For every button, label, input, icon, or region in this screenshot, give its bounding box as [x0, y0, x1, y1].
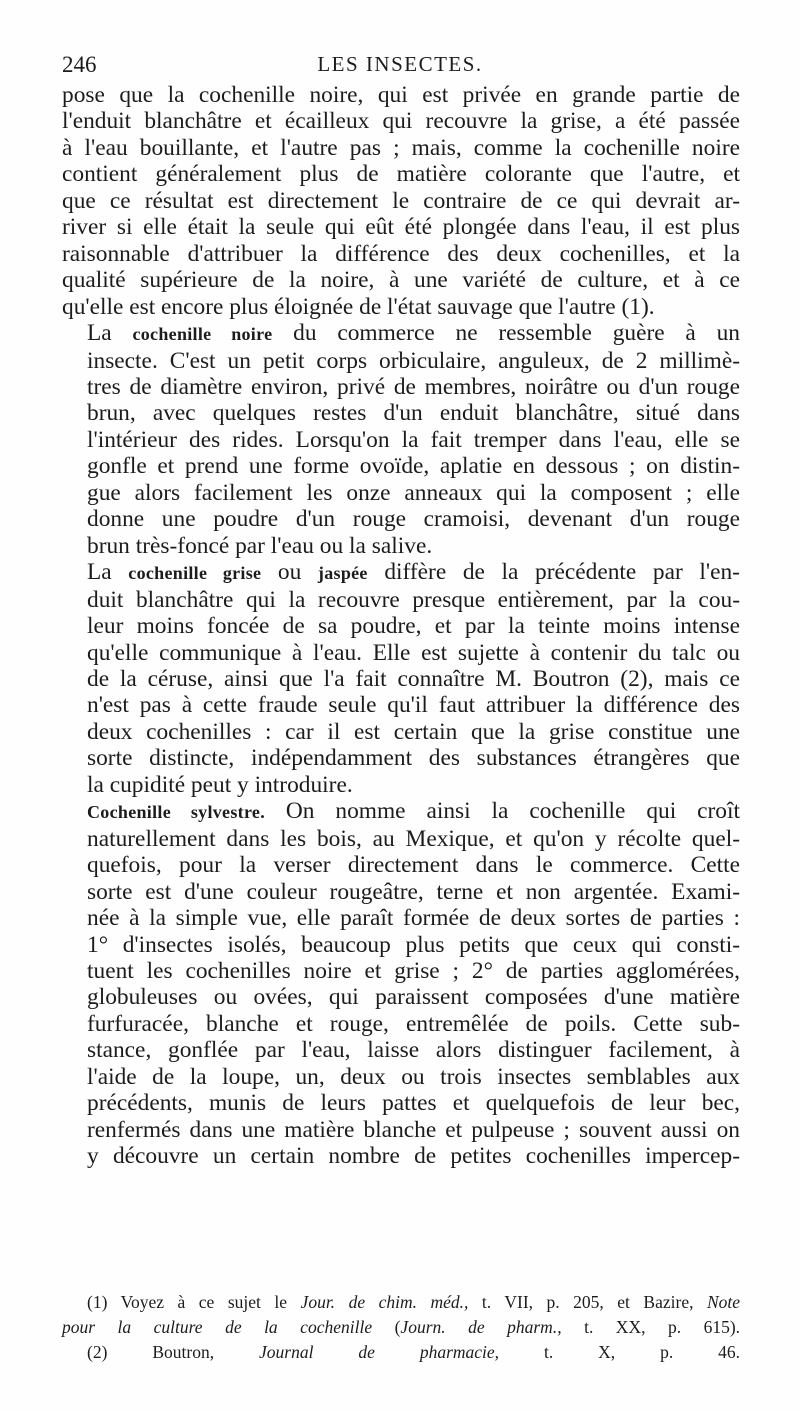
text-line: sorte est d'une couleur rougeâtre, terne et non argentée. Exami-: [87, 878, 740, 905]
text-line: leur moins foncée de sa poudre, et par la teinte moins intense: [87, 613, 740, 640]
paragraph-cochenille-noire: [62, 320, 740, 559]
text-line: qu'elle communique à l'eau. Elle est sujette à contenir du talc ou: [87, 639, 740, 666]
text-line: deux cochenilles : car il est certain que la grise constitue une: [87, 718, 740, 745]
footnote-note-title: Note: [706, 1292, 741, 1312]
footnote-journal: Jour. de chim. méd.,: [300, 1292, 469, 1312]
paragraph-cochenille-grise: [62, 559, 740, 798]
text-line: l'enduit blanchâtre et écailleux qui recouvre la grise, a été passée: [62, 108, 740, 135]
footnote-1: [62, 1290, 740, 1315]
term-cochenille-noire: cochenille noire: [132, 324, 273, 345]
text-line: quefois, pour la verser directement dans le commerce. Cette: [87, 852, 740, 879]
text-line: à l'eau bouillante, et l'autre pas ; mais, comme la cochenille noire: [62, 134, 740, 161]
text-line: [62, 798, 740, 825]
text-line: n'est pas à cette fraude seule qu'il faut attribuer la différence des: [87, 692, 740, 719]
term-cochenille-grise: cochenille grise: [128, 563, 262, 584]
text-line: furfuracée, blanche et rouge, entremêlée de poils. Cette sub-: [87, 1010, 740, 1037]
footnote-text: t. XX, p. 615).: [584, 1317, 741, 1337]
text-line: gonfle et prend une forme ovoïde, aplatie en dessous ; on distin-: [87, 453, 740, 480]
footnote-journal: Journal de pharmacie,: [259, 1342, 500, 1362]
paragraph-cochenille-sylvestre: [62, 798, 740, 1169]
line-rest: On nomme ainsi la cochenille qui croît: [285, 798, 740, 825]
page-number: 246: [62, 52, 97, 77]
term-cochenille-sylvestre: Cochenille sylvestre.: [87, 802, 265, 823]
text-line: naturellement dans les bois, au Mexique, et qu'on y récolte quel-: [87, 825, 740, 852]
footnote-journal: Journ. de pharm.,: [400, 1317, 562, 1337]
lead-word: La: [87, 559, 112, 586]
text-line: river si elle était la seule qui eût été plongée dans l'eau, il est plus: [62, 214, 740, 241]
text-line: tuent les cochenilles noire et grise ; 2° de parties agglomérées,: [87, 957, 740, 984]
term-jaspee: jaspée: [317, 563, 368, 584]
text-line: brun, avec quelques restes d'un enduit blanchâtre, situé dans: [87, 400, 740, 427]
text-line: précédents, munis de leurs pattes et quelquefois de leur bec,: [87, 1090, 740, 1117]
text-line: brun très-foncé par l'eau ou la salive.: [87, 532, 433, 559]
text-line: raisonnable d'attribuer la différence des deux cochenilles, et la: [62, 240, 740, 267]
text-line: insecte. C'est un petit corps orbiculaire, anguleux, de 2 millimè-: [87, 347, 740, 374]
text-line: sorte distincte, indépendamment des substances étrangères que: [87, 745, 740, 772]
text-line: gue alors facilement les onze anneaux qui la composent ; elle: [87, 479, 740, 506]
footnote-text: (1) Voyez à ce sujet le: [87, 1292, 288, 1312]
text-line: contient généralement plus de matière colorante que l'autre, et: [62, 161, 740, 188]
text-line: qualité supérieure de la noire, à une variété de culture, et à ce: [62, 267, 740, 294]
text-line: duit blanchâtre qui la recouvre presque entièrement, par la cou-: [87, 586, 740, 613]
text-line: 1° d'insectes isolés, beaucoup plus petits que ceux qui consti-: [87, 931, 740, 958]
text-line: l'intérieur des rides. Lorsqu'on la fait tremper dans l'eau, elle se: [87, 426, 740, 453]
text-line: donne une poudre d'un rouge cramoisi, devenant d'un rouge: [87, 506, 740, 533]
conjunction: ou: [277, 559, 302, 586]
footnote-text: (2) Boutron,: [87, 1342, 215, 1362]
lead-word: La: [87, 320, 112, 347]
body-text: [62, 82, 740, 1170]
page-header: [62, 52, 738, 84]
footnote-text: t. X, p. 46.: [543, 1342, 741, 1362]
text-line: née à la simple vue, elle paraît formée de deux sortes de parties :: [87, 905, 740, 932]
text-line: globuleuses ou ovées, qui paraissent composées d'une matière: [87, 984, 740, 1011]
footnote-text: t. VII, p. 205, et Bazire,: [481, 1292, 694, 1312]
paragraph-continuation: [62, 82, 740, 320]
text-line: [62, 559, 740, 586]
footnote-1-continued: [62, 1315, 740, 1340]
line-rest: diffère de la précédente par l'en-: [384, 559, 740, 586]
text-line: y découvre un certain nombre de petites cochenilles impercep-: [87, 1143, 740, 1170]
text-line: renfermés dans une matière blanche et pulpeuse ; souvent aussi on: [87, 1116, 740, 1143]
footnote-title: pour la culture de la cochenille: [62, 1317, 373, 1337]
text-line: pose que la cochenille noire, qui est privée en grande partie de: [62, 82, 740, 108]
text-line: que ce résultat est directement le contraire de ce qui devrait ar-: [62, 187, 740, 214]
text-line: stance, gonflée par l'eau, laisse alors distinguer facilement, à: [87, 1037, 740, 1064]
text-line: [62, 320, 740, 347]
text-line: l'aide de la loupe, un, deux ou trois insectes semblables aux: [87, 1063, 740, 1090]
running-title: LES INSECTES.: [317, 52, 483, 76]
line-rest: du commerce ne ressemble guère à un: [293, 320, 740, 347]
footnotes: [62, 1290, 740, 1365]
footnote-2: [62, 1340, 740, 1365]
text-line: la cupidité peut y introduire.: [87, 771, 353, 798]
text-line: de la céruse, ainsi que l'a fait connaître M. Boutron (2), mais ce: [87, 665, 740, 692]
text-line: tres de diamètre environ, privé de membres, noirâtre ou d'un rouge: [87, 373, 740, 400]
text-line: qu'elle est encore plus éloignée de l'état sauvage que l'autre (1).: [62, 293, 655, 320]
footnote-paren: (: [394, 1317, 401, 1337]
